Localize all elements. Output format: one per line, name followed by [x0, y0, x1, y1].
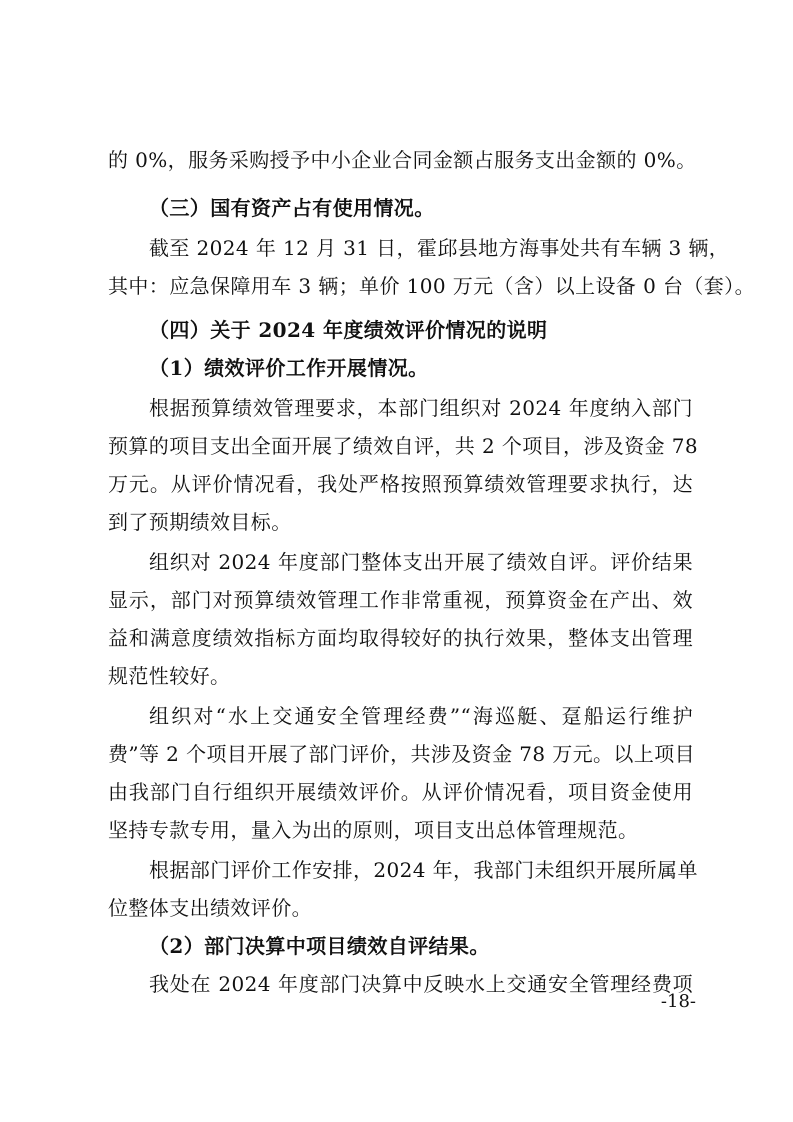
- paragraph-line: 万元。从评价情况看，我处严格按照预算绩效管理要求执行，达: [108, 472, 693, 496]
- paragraph-line: 组织对“水上交通安全管理经费”“海巡艇、趸船运行维护: [149, 704, 693, 728]
- paragraph-line: 截至 2024 年 12 月 31 日，霍邱县地方海事处共有车辆 3 辆，: [149, 236, 730, 260]
- paragraph-line: 益和满意度绩效指标方面均取得较好的执行效果，整体支出管理: [108, 626, 693, 650]
- paragraph-line: 坚持专款专用，量入为出的原则，项目支出总体管理规范。: [108, 818, 639, 842]
- subsection-heading: （2）部门决算中项目绩效自评结果。: [149, 934, 490, 958]
- paragraph-line: 根据预算绩效管理要求，本部门组织对 2024 年度纳入部门: [149, 396, 693, 420]
- paragraph-line: 组织对 2024 年度部门整体支出开展了绩效自评。评价结果: [149, 550, 693, 574]
- section-heading: （四）关于 2024 年度绩效评价情况的说明: [149, 318, 548, 342]
- paragraph-line: 我处在 2024 年度部门决算中反映水上交通安全管理经费项: [149, 972, 693, 996]
- paragraph-line: 规范性较好。: [108, 664, 231, 688]
- paragraph-line: 位整体支出绩效评价。: [108, 896, 312, 920]
- paragraph-line: 其中：应急保障用车 3 辆；单价 100 万元（含）以上设备 0 台（套）。: [108, 274, 755, 298]
- paragraph-line: 由我部门自行组织开展绩效评价。从评价情况看，项目资金使用: [108, 780, 693, 804]
- page-number: -18-: [660, 991, 696, 1012]
- paragraph-line: 费”等 2 个项目开展了部门评价，共涉及资金 78 万元。以上项目: [108, 742, 696, 766]
- paragraph-line: 的 0%，服务采购授予中小企业合同金额占服务支出金额的 0%。: [108, 148, 697, 172]
- paragraph-line: 显示，部门对预算绩效管理工作非常重视，预算资金在产出、效: [108, 588, 693, 612]
- paragraph-line: 预算的项目支出全面开展了绩效自评，共 2 个项目，涉及资金 78: [108, 434, 699, 458]
- paragraph-line: 到了预期绩效目标。: [108, 510, 292, 534]
- paragraph-line: 根据部门评价工作安排，2024 年，我部门未组织开展所属单: [149, 858, 698, 882]
- subsection-heading: （1）绩效评价工作开展情况。: [149, 356, 429, 380]
- section-heading: （三）国有资产占有使用情况。: [149, 196, 435, 220]
